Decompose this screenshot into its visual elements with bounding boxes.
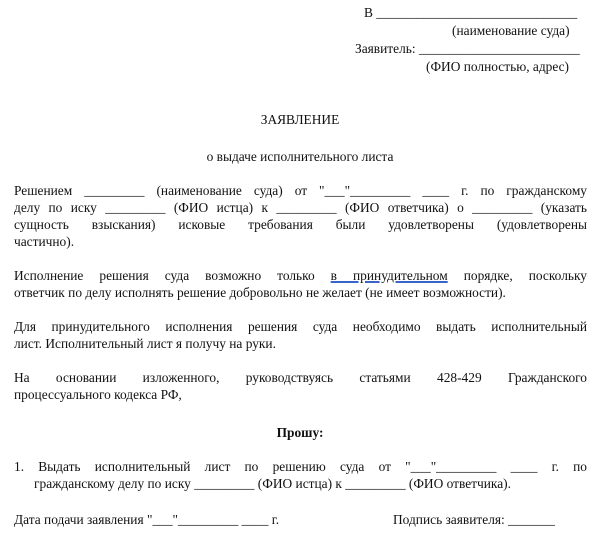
p3-line-2: лист. Исполнительный лист я получу на руки. (14, 336, 276, 351)
request-item-1-line-2: гражданскому делу по иску _________ (ФИО истца) к _________ (ФИО ответчика). (34, 476, 511, 491)
p1-line-2: делу по иску _________ (ФИО истца) к _________ (ФИО ответчика) о _________ (указать (14, 200, 587, 215)
applicant-hint: (ФИО полностью, адрес) (426, 59, 570, 74)
applicant-signature: Подпись заявителя: _______ (393, 512, 555, 527)
document-subtitle: о выдаче исполнительного листа (206, 149, 394, 164)
submission-date: Дата подачи заявления "___"_________ ____ г. (14, 512, 280, 527)
document-title: ЗАЯВЛЕНИЕ (260, 112, 340, 127)
p2-line-1 (14, 267, 587, 284)
p1-line-1: Решением _________ (наименование суда) от "___"_________ ____ г. по гражданскому (14, 183, 587, 198)
p3-line-1: Для принудительного исполнения решения суда необходимо выдать исполнительный (14, 319, 587, 334)
request-heading: Прошу: (276, 425, 324, 440)
p4-line-2: процессуального кодекса РФ, (14, 387, 182, 402)
p1-line-3: сущность взыскания) исковые требования были удовлетворены (удовлетворены (14, 217, 587, 232)
p2-text-a: Исполнение решения суда возможно только (14, 268, 331, 283)
court-hint: (наименование суда) (452, 23, 570, 38)
p2-text-b: порядке, поскольку (447, 268, 588, 283)
request-item-1-line-1: 1. Выдать исполнительный лист по решению суда от "___"_________ ____ г. по (14, 459, 587, 474)
p4-line-1: На основании изложенного, руководствуясь статьями 428-429 Гражданского (14, 370, 587, 385)
p2-line-2: ответчик по делу исполнять решение добровольно не желает (не имеет возможности). (14, 285, 506, 300)
p2-underlined-text: в принудительном (330, 268, 448, 283)
applicant-line: Заявитель: ________________________ (355, 41, 580, 56)
court-line: В ______________________________ (364, 5, 578, 20)
p1-line-4: частично). (14, 234, 75, 249)
